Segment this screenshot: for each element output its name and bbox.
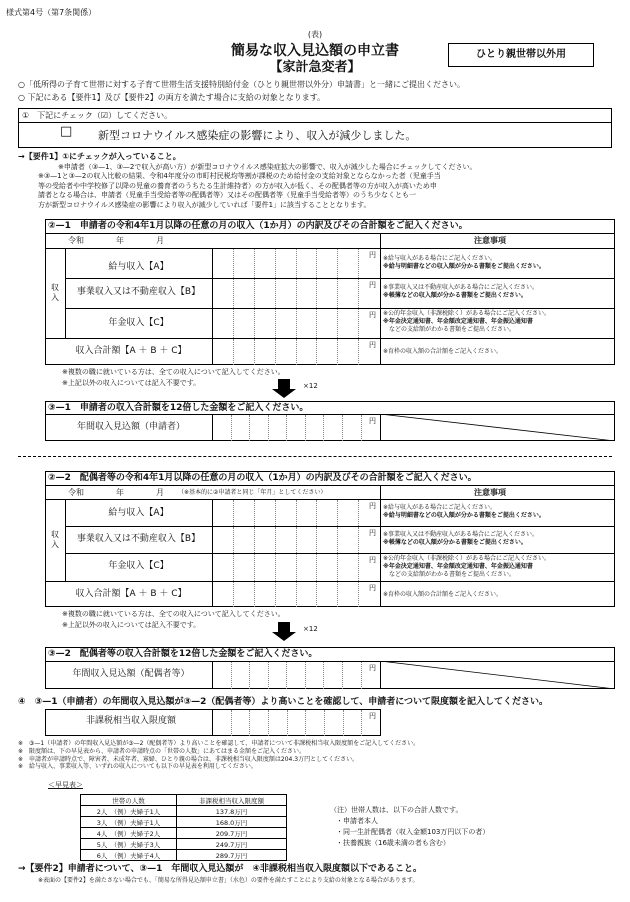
yen-unit: 円 <box>369 664 376 672</box>
total-income-label: 収入合計額【A ＋ B ＋ C】 <box>75 346 187 356</box>
section-2-1-heading: ②—1 申請者の令和4年1月以降の任意の月の収入（1か月）の内訳及びその合計額をご記入ください。 <box>48 221 468 231</box>
remarks-header: 注意事項 <box>474 236 506 245</box>
multiply-12-label: ×12 <box>303 382 318 390</box>
table-row: 6人 （例）夫婦子4人 289.7万円 <box>81 850 287 861</box>
req1-line: 請者となる場合は、申請者（児童手当受給者等の配偶者等）又はその配偶者等（児童手当受給者等）のうち少なくとも一 <box>38 191 416 200</box>
diagonal-strike <box>380 661 615 689</box>
yen-unit: 円 <box>369 281 376 289</box>
spouse-salary-input[interactable] <box>213 500 379 526</box>
req1-line: 方が新型コロナウイルス感染症の影響により収入が減少していれば「要件1」に該当することとなります。 <box>38 200 371 209</box>
remarks-header: 注意事項 <box>474 488 506 497</box>
total-income-input[interactable] <box>213 339 379 365</box>
yen-unit: 円 <box>369 311 376 319</box>
spouse-pension-input[interactable] <box>213 554 379 581</box>
salary-income-label: 給与収入【A】 <box>108 262 169 272</box>
footnotes: ※ ③—1（申請者）の年間収入見込額が③—2（配偶者等）より高いことを確認して、申請者について非課税相当収入限度額をご記入してください。 ※ 限度額は、下の早見表から、申請者の申請時点の「世帯の人数」にあてはまる金額をご記入ください。 ※ 申請者が申請時点で、障害者、未成年者、寡婦、ひとり親の場合は、非課税相当収入限度額は204.3万円としてください。 ※ 給与収入、事業収入等、いずれの収入についても以下の早見表を利用してください。 <box>18 740 420 771</box>
yen-unit: 円 <box>369 584 376 592</box>
after-note: ※複数の職に就いている方は、全ての収入について記入してください。 <box>62 368 285 376</box>
yen-unit: 円 <box>369 341 376 349</box>
down-arrow-icon <box>278 379 290 389</box>
income-side-label: 収入 <box>51 530 59 550</box>
limit-amount-input[interactable] <box>213 710 380 736</box>
spouse-salary-note: ※給与収入がある場合にご記入ください。 ※給与明細書などの収入額が分かる書類をご提出ください。 <box>383 504 545 519</box>
requirement-1-title: →【要件1】①にチェックが入っていること。 <box>18 152 181 161</box>
spouse-year-month-note: （※基本的に②申請者と同じ「年月」としてください） <box>178 489 327 496</box>
spouse-pension-label: 年金収入【C】 <box>108 561 169 571</box>
business-note: ※事業収入又は不動産収入がある場合にご記入ください。 ※帳簿などの収入額が分かる書類をご提出ください。 <box>383 284 539 299</box>
table-row: 5人 （例）夫婦子3人 249.7万円 <box>81 839 287 850</box>
limit-amount-label: 非課税相当収入限度額 <box>85 716 176 726</box>
multiply-12-label: ×12 <box>303 625 318 633</box>
pension-note: ※公的年金収入（非課税除く）がある場合にご記入ください。 ※年金決定通知書、年金額改定通知書、年金振込通知書 などの支給額がわかる書類をご提出ください。 <box>383 310 551 333</box>
pension-income-label: 年金収入【C】 <box>108 318 169 328</box>
req1-line: 等の受給者や中学校修了以降の児童の養育者のうちたる生計維持者）の方が収入が低く、その配偶者等の方が収入が高いため申 <box>38 181 437 190</box>
income-side-label: 収入 <box>51 283 59 303</box>
after-note: ※複数の職に就いている方は、全ての収入について記入してください。 <box>62 610 285 618</box>
requirement-2-title: →【要件2】申請者について、③—1 年間収入見込額が ④非課税相当収入限度額以下であること。 <box>18 864 422 874</box>
table-row: 4人 （例）夫婦子2人 209.7万円 <box>81 828 287 839</box>
after-note: ※上記以外の収入については記入不要です。 <box>62 379 201 387</box>
yen-unit: 円 <box>369 529 376 537</box>
total-note: ※育枠の収入額の合計額をご記入ください。 <box>383 348 503 355</box>
form-number: 様式第4号（第7条関係） <box>6 8 97 17</box>
check-instruction: ① 下記にチェック（☑）してください。 <box>22 111 173 120</box>
spouse-salary-label: 給与収入【A】 <box>108 508 169 518</box>
yen-unit: 円 <box>369 251 376 259</box>
yen-unit: 円 <box>369 502 376 510</box>
business-income-input[interactable] <box>213 279 379 308</box>
spouse-business-note: ※事業収入又は不動産収入がある場合にご記入ください。 ※帳簿などの収入額が分かる書類をご提出ください。 <box>383 531 539 546</box>
diagonal-strike <box>380 414 615 441</box>
annual-income-spouse-label: 年間収入見込額（配偶者等） <box>72 669 190 679</box>
table-row: 3人 （例）夫婦子1人 168.0万円 <box>81 817 287 828</box>
spouse-pension-note: ※公的年金収入（非課税除く）がある場合にご記入ください。 ※年金決定通知書、年金額改定通知書、年金振込通知書 などの支給額がわかる書類をご提出ください。 <box>383 555 551 578</box>
covid-statement: 新型コロナウイルス感染症の影響により、収入が減少しました。 <box>98 129 417 142</box>
spouse-total-note: ※育枠の収入額の合計額をご記入ください。 <box>383 591 503 598</box>
household-type-badge: ひとり親世帯以外用 <box>448 43 594 67</box>
page-subtitle: 【家計急変者】 <box>269 60 361 75</box>
down-arrow-head-icon <box>272 389 296 398</box>
covid-checkbox[interactable]: □ <box>60 124 73 139</box>
down-arrow-head-icon <box>272 632 296 641</box>
business-income-label: 事業収入又は不動産収入【B】 <box>76 287 201 297</box>
yen-unit: 円 <box>369 556 376 564</box>
note-line: ○ 下記にある【要件1】及び【要件2】の両方を満たす場合に支給の対象となります。 <box>18 93 326 102</box>
yen-unit: 円 <box>369 417 376 425</box>
down-arrow-icon <box>278 622 290 632</box>
quick-table-title: ＜早見表＞ <box>48 781 83 789</box>
req1-line: ※申請者（③—1、③—2で収入が高い方）が新型コロナウイルス感染症拡大の影響で、収入が減少した場合にチェックしてください。 <box>58 163 477 171</box>
front-label: (表) <box>307 30 323 39</box>
yen-unit: 円 <box>369 712 376 720</box>
annual-income-applicant-label: 年間収入見込額（申請者） <box>76 422 185 432</box>
salary-note: ※給与収入がある場合にご記入ください。 ※給与明細書などの収入額が分かる書類をご提出ください。 <box>383 255 545 270</box>
after-note: ※上記以外の収入については記入不要です。 <box>62 621 201 629</box>
pension-income-input[interactable] <box>213 309 379 338</box>
section-2-2-heading: ②—2 配偶者等の令和4年1月以降の任意の月の収入（1か月）の内訳及びその合計額をご記入ください。 <box>48 473 477 483</box>
salary-income-input[interactable] <box>213 249 379 278</box>
section-3-1-heading: ③—1 申請者の収入合計額を12倍した金額をご記入ください。 <box>48 403 309 413</box>
household-note: （注）世帯人数は、以下の合計人数です。 ・申請者本人 ・同一生計配偶者（収入金額103万円以下の者） ・扶養親族（16歳未満の者も含む） <box>330 806 490 847</box>
quick-table: 世帯の人数 非課税相当収入限度額 2人 （例）夫婦子1人 137.8万円 3人 （例）夫婦子1人 168.0万円 4人 （例）夫婦子2人 209.7万円 5人 （例）夫婦子3人 249.7万円 6人 （例）夫婦子4人 289.7万円 <box>80 794 287 861</box>
spouse-total-input[interactable] <box>213 582 379 607</box>
dashed-divider <box>18 456 612 457</box>
applicant-year-month[interactable]: 令和 年 月 <box>68 236 164 245</box>
requirement-2-note: ※表面の【要件2】を満たさない場合でも、「簡易な所得見込額申立書」（水色）の要件を満たすことにより支給の対象となる場合があります。 <box>38 877 419 884</box>
section-3-2-heading: ③—2 配偶者等の収入合計額を12倍した金額をご記入ください。 <box>48 649 318 659</box>
annual-income-applicant-input[interactable] <box>213 415 379 441</box>
spouse-business-input[interactable] <box>213 527 379 553</box>
requirement-1-notes <box>38 163 618 210</box>
page-title: 簡易な収入見込額の申立書 <box>231 43 399 59</box>
note-line: ○「低所得の子育て世帯に対する子育て世帯生活支援特別給付金（ひとり親世帯以外分）申請書」と一緒にご提出ください。 <box>18 80 465 89</box>
section-4-heading: ④ ③—1（申請者）の年間収入見込額が③—2（配偶者等）より高いことを確認して、申請者について限度額を記入してください。 <box>18 697 549 707</box>
spouse-business-label: 事業収入又は不動産収入【B】 <box>76 534 201 544</box>
spouse-year-month[interactable]: 令和 年 月 <box>68 488 164 497</box>
annual-income-spouse-input[interactable] <box>213 662 379 689</box>
spouse-total-label: 収入合計額【A ＋ B ＋ C】 <box>75 589 187 599</box>
table-row: 2人 （例）夫婦子1人 137.8万円 <box>81 806 287 817</box>
req1-line: ※③—1と③—2の収入比較の結果、令和4年度分の市町村民税均等割が課税のため給付金の支給対象とならなかった者（児童手当 <box>38 172 441 181</box>
